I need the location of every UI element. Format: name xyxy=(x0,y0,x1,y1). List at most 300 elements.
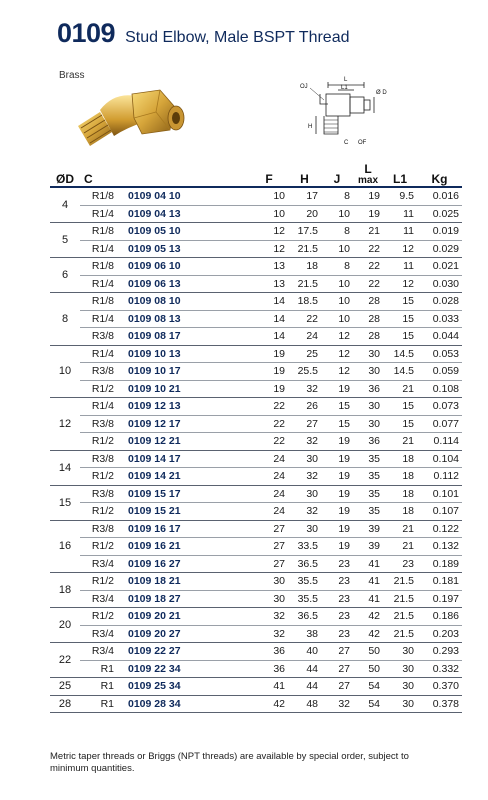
value-cell-j: 19 xyxy=(321,468,353,486)
value-cell-f: 22 xyxy=(250,433,288,451)
value-cell-kg: 0.030 xyxy=(417,275,462,293)
value-cell-l: 35 xyxy=(353,503,383,521)
value-cell-kg: 0.332 xyxy=(417,660,462,678)
value-cell-kg: 0.029 xyxy=(417,240,462,258)
thread-cell: R1/8 xyxy=(80,223,120,241)
value-cell-kg: 0.107 xyxy=(417,503,462,521)
value-cell-kg: 0.203 xyxy=(417,625,462,643)
table-row xyxy=(50,345,462,363)
thread-cell: R3/4 xyxy=(80,555,120,573)
value-cell-j: 27 xyxy=(321,643,353,661)
part-number-cell: 0109 08 13 xyxy=(120,310,250,328)
value-cell-h: 24 xyxy=(288,328,321,346)
header-h: H xyxy=(288,162,321,187)
table-body xyxy=(50,187,462,713)
header-od: ØD xyxy=(50,162,80,187)
od-cell: 28 xyxy=(50,695,80,713)
thread-cell: R1/4 xyxy=(80,240,120,258)
part-number-cell: 0109 20 27 xyxy=(120,625,250,643)
value-cell-l: 22 xyxy=(353,258,383,276)
part-number-cell: 0109 05 13 xyxy=(120,240,250,258)
thread-cell: R1/8 xyxy=(80,258,120,276)
value-cell-h: 25 xyxy=(288,345,321,363)
value-cell-kg: 0.021 xyxy=(417,258,462,276)
part-number-cell: 0109 16 27 xyxy=(120,555,250,573)
value-cell-l: 19 xyxy=(353,205,383,223)
value-cell-j: 12 xyxy=(321,363,353,381)
table-row xyxy=(50,555,462,573)
value-cell-f: 24 xyxy=(250,450,288,468)
value-cell-j: 10 xyxy=(321,293,353,311)
value-cell-h: 32 xyxy=(288,380,321,398)
thread-cell: R1/2 xyxy=(80,380,120,398)
table-header-row xyxy=(50,162,462,187)
value-cell-l: 50 xyxy=(353,643,383,661)
dimensions-table xyxy=(50,162,462,713)
value-cell-l: 22 xyxy=(353,240,383,258)
value-cell-l: 41 xyxy=(353,573,383,591)
table-row xyxy=(50,485,462,503)
footnote: Metric taper threads or Briggs (NPT threads) are available by special order, subject to minimum quantities. xyxy=(50,751,409,774)
value-cell-h: 26 xyxy=(288,398,321,416)
value-cell-h: 20 xyxy=(288,205,321,223)
table-row xyxy=(50,660,462,678)
thread-cell: R1/4 xyxy=(80,205,120,223)
value-cell-l1: 15 xyxy=(383,293,417,311)
thread-cell: R1 xyxy=(80,678,120,696)
value-cell-l: 30 xyxy=(353,415,383,433)
thread-cell: R1/2 xyxy=(80,433,120,451)
value-cell-f: 24 xyxy=(250,485,288,503)
value-cell-f: 24 xyxy=(250,468,288,486)
value-cell-l1: 21.5 xyxy=(383,573,417,591)
value-cell-h: 17.5 xyxy=(288,223,321,241)
value-cell-f: 13 xyxy=(250,275,288,293)
value-cell-h: 22 xyxy=(288,310,321,328)
part-number-cell: 0109 25 34 xyxy=(120,678,250,696)
table-row xyxy=(50,398,462,416)
value-cell-l: 39 xyxy=(353,520,383,538)
value-cell-f: 30 xyxy=(250,573,288,591)
material-label: Brass xyxy=(59,70,85,81)
part-number-cell: 0109 04 13 xyxy=(120,205,250,223)
thread-cell: R1/2 xyxy=(80,608,120,626)
diagram-label-of: OF xyxy=(358,140,367,146)
table-row xyxy=(50,275,462,293)
table-row xyxy=(50,520,462,538)
value-cell-f: 42 xyxy=(250,695,288,713)
value-cell-h: 21.5 xyxy=(288,275,321,293)
value-cell-h: 36.5 xyxy=(288,555,321,573)
value-cell-kg: 0.016 xyxy=(417,187,462,205)
table-row xyxy=(50,328,462,346)
header-kg: Kg xyxy=(417,162,462,187)
table-row xyxy=(50,450,462,468)
diagram-label-l: L xyxy=(344,77,348,83)
value-cell-l: 35 xyxy=(353,450,383,468)
thread-cell: R3/8 xyxy=(80,485,120,503)
value-cell-f: 13 xyxy=(250,258,288,276)
value-cell-h: 18.5 xyxy=(288,293,321,311)
value-cell-kg: 0.053 xyxy=(417,345,462,363)
value-cell-l1: 14.5 xyxy=(383,345,417,363)
od-cell: 4 xyxy=(50,187,80,223)
product-photo xyxy=(70,82,190,162)
value-cell-j: 19 xyxy=(321,380,353,398)
table-row xyxy=(50,363,462,381)
header-l-max: max xyxy=(357,175,378,186)
table-row xyxy=(50,538,462,556)
value-cell-h: 30 xyxy=(288,520,321,538)
diagram-label-od: Ø D xyxy=(376,90,387,96)
value-cell-h: 30 xyxy=(288,485,321,503)
value-cell-h: 30 xyxy=(288,450,321,468)
od-cell: 16 xyxy=(50,520,80,573)
value-cell-l1: 15 xyxy=(383,310,417,328)
thread-cell: R1/4 xyxy=(80,398,120,416)
value-cell-h: 32 xyxy=(288,433,321,451)
value-cell-h: 27 xyxy=(288,415,321,433)
part-number-cell: 0109 04 10 xyxy=(120,187,250,205)
diagram-label-l1: L1 xyxy=(341,85,348,91)
table-row xyxy=(50,415,462,433)
value-cell-j: 27 xyxy=(321,678,353,696)
value-cell-kg: 0.112 xyxy=(417,468,462,486)
value-cell-l: 50 xyxy=(353,660,383,678)
value-cell-j: 10 xyxy=(321,240,353,258)
value-cell-h: 44 xyxy=(288,678,321,696)
value-cell-f: 22 xyxy=(250,415,288,433)
part-number-cell: 0109 12 21 xyxy=(120,433,250,451)
table-row xyxy=(50,380,462,398)
part-number-cell: 0109 06 13 xyxy=(120,275,250,293)
value-cell-h: 21.5 xyxy=(288,240,321,258)
value-cell-l: 19 xyxy=(353,187,383,205)
value-cell-l: 54 xyxy=(353,678,383,696)
value-cell-f: 27 xyxy=(250,520,288,538)
od-cell: 22 xyxy=(50,643,80,678)
value-cell-kg: 0.378 xyxy=(417,695,462,713)
value-cell-f: 27 xyxy=(250,538,288,556)
value-cell-kg: 0.186 xyxy=(417,608,462,626)
value-cell-j: 27 xyxy=(321,660,353,678)
od-cell: 25 xyxy=(50,678,80,696)
value-cell-kg: 0.114 xyxy=(417,433,462,451)
thread-cell: R3/8 xyxy=(80,415,120,433)
table-row xyxy=(50,503,462,521)
value-cell-l: 42 xyxy=(353,625,383,643)
value-cell-l: 41 xyxy=(353,590,383,608)
value-cell-j: 19 xyxy=(321,450,353,468)
part-number-cell: 0109 28 34 xyxy=(120,695,250,713)
value-cell-l1: 18 xyxy=(383,503,417,521)
table-row xyxy=(50,625,462,643)
value-cell-kg: 0.181 xyxy=(417,573,462,591)
value-cell-l1: 30 xyxy=(383,660,417,678)
header-l xyxy=(353,162,383,187)
value-cell-h: 32 xyxy=(288,503,321,521)
table-row xyxy=(50,468,462,486)
value-cell-kg: 0.101 xyxy=(417,485,462,503)
part-number-cell: 0109 16 17 xyxy=(120,520,250,538)
value-cell-f: 19 xyxy=(250,363,288,381)
value-cell-j: 8 xyxy=(321,187,353,205)
value-cell-kg: 0.189 xyxy=(417,555,462,573)
value-cell-l1: 18 xyxy=(383,485,417,503)
thread-cell: R1/2 xyxy=(80,468,120,486)
value-cell-l: 54 xyxy=(353,695,383,713)
value-cell-l1: 9.5 xyxy=(383,187,417,205)
value-cell-l: 41 xyxy=(353,555,383,573)
value-cell-kg: 0.059 xyxy=(417,363,462,381)
value-cell-f: 10 xyxy=(250,187,288,205)
od-cell: 14 xyxy=(50,450,80,485)
od-cell: 18 xyxy=(50,573,80,608)
value-cell-l: 30 xyxy=(353,345,383,363)
value-cell-j: 19 xyxy=(321,503,353,521)
part-number-cell: 0109 22 34 xyxy=(120,660,250,678)
thread-cell: R1/2 xyxy=(80,573,120,591)
header-l1: L1 xyxy=(383,162,417,187)
value-cell-h: 36.5 xyxy=(288,608,321,626)
table-row xyxy=(50,433,462,451)
header-j: J xyxy=(321,162,353,187)
value-cell-l1: 12 xyxy=(383,275,417,293)
value-cell-l1: 11 xyxy=(383,223,417,241)
value-cell-f: 32 xyxy=(250,608,288,626)
value-cell-f: 27 xyxy=(250,555,288,573)
part-number-cell: 0109 08 17 xyxy=(120,328,250,346)
value-cell-l: 39 xyxy=(353,538,383,556)
table-row xyxy=(50,223,462,241)
value-cell-f: 32 xyxy=(250,625,288,643)
value-cell-f: 19 xyxy=(250,345,288,363)
table-row xyxy=(50,678,462,696)
value-cell-l1: 30 xyxy=(383,643,417,661)
table-row xyxy=(50,187,462,205)
value-cell-l1: 14.5 xyxy=(383,363,417,381)
thread-cell: R1/4 xyxy=(80,310,120,328)
value-cell-j: 23 xyxy=(321,608,353,626)
thread-cell: R3/8 xyxy=(80,363,120,381)
od-cell: 20 xyxy=(50,608,80,643)
value-cell-f: 24 xyxy=(250,503,288,521)
value-cell-kg: 0.033 xyxy=(417,310,462,328)
od-cell: 5 xyxy=(50,223,80,258)
value-cell-l: 36 xyxy=(353,380,383,398)
thread-cell: R1/8 xyxy=(80,293,120,311)
part-number-cell: 0109 15 21 xyxy=(120,503,250,521)
part-number-cell: 0109 18 27 xyxy=(120,590,250,608)
value-cell-j: 19 xyxy=(321,433,353,451)
value-cell-kg: 0.104 xyxy=(417,450,462,468)
value-cell-j: 10 xyxy=(321,275,353,293)
value-cell-j: 23 xyxy=(321,590,353,608)
value-cell-j: 12 xyxy=(321,345,353,363)
header-f: F xyxy=(250,162,288,187)
table-row xyxy=(50,240,462,258)
od-cell: 15 xyxy=(50,485,80,520)
value-cell-l1: 21 xyxy=(383,433,417,451)
thread-cell: R1/2 xyxy=(80,538,120,556)
value-cell-j: 15 xyxy=(321,398,353,416)
value-cell-h: 17 xyxy=(288,187,321,205)
part-number-cell: 0109 10 13 xyxy=(120,345,250,363)
value-cell-kg: 0.019 xyxy=(417,223,462,241)
value-cell-h: 33.5 xyxy=(288,538,321,556)
value-cell-kg: 0.132 xyxy=(417,538,462,556)
table-row xyxy=(50,258,462,276)
header-c: C xyxy=(80,162,120,187)
thread-cell: R3/8 xyxy=(80,520,120,538)
value-cell-l1: 21 xyxy=(383,520,417,538)
value-cell-j: 23 xyxy=(321,555,353,573)
value-cell-j: 23 xyxy=(321,625,353,643)
part-number-cell: 0109 18 21 xyxy=(120,573,250,591)
thread-cell: R3/8 xyxy=(80,450,120,468)
value-cell-kg: 0.122 xyxy=(417,520,462,538)
value-cell-l: 35 xyxy=(353,485,383,503)
part-number-cell: 0109 22 27 xyxy=(120,643,250,661)
value-cell-h: 32 xyxy=(288,468,321,486)
value-cell-kg: 0.028 xyxy=(417,293,462,311)
value-cell-l: 28 xyxy=(353,328,383,346)
value-cell-f: 12 xyxy=(250,240,288,258)
value-cell-f: 14 xyxy=(250,293,288,311)
od-cell: 10 xyxy=(50,345,80,398)
part-number-cell: 0109 10 17 xyxy=(120,363,250,381)
thread-cell: R3/4 xyxy=(80,590,120,608)
value-cell-f: 12 xyxy=(250,223,288,241)
value-cell-kg: 0.197 xyxy=(417,590,462,608)
value-cell-j: 8 xyxy=(321,258,353,276)
thread-cell: R1/4 xyxy=(80,275,120,293)
product-code: 0109 xyxy=(57,18,116,48)
value-cell-l1: 15 xyxy=(383,398,417,416)
value-cell-j: 8 xyxy=(321,223,353,241)
thread-cell: R1/8 xyxy=(80,187,120,205)
value-cell-l1: 23 xyxy=(383,555,417,573)
od-cell: 6 xyxy=(50,258,80,293)
value-cell-f: 22 xyxy=(250,398,288,416)
part-number-cell: 0109 14 17 xyxy=(120,450,250,468)
part-number-cell: 0109 05 10 xyxy=(120,223,250,241)
value-cell-l1: 15 xyxy=(383,328,417,346)
value-cell-l: 42 xyxy=(353,608,383,626)
table-row xyxy=(50,695,462,713)
value-cell-j: 19 xyxy=(321,485,353,503)
value-cell-l1: 21 xyxy=(383,380,417,398)
value-cell-l: 36 xyxy=(353,433,383,451)
value-cell-j: 19 xyxy=(321,520,353,538)
value-cell-f: 36 xyxy=(250,660,288,678)
part-number-cell: 0109 08 10 xyxy=(120,293,250,311)
diagram-label-oj: OJ xyxy=(300,84,308,90)
value-cell-j: 32 xyxy=(321,695,353,713)
value-cell-l1: 11 xyxy=(383,258,417,276)
value-cell-l: 28 xyxy=(353,310,383,328)
value-cell-f: 10 xyxy=(250,205,288,223)
value-cell-l1: 30 xyxy=(383,678,417,696)
part-number-cell: 0109 20 21 xyxy=(120,608,250,626)
value-cell-kg: 0.025 xyxy=(417,205,462,223)
value-cell-j: 10 xyxy=(321,310,353,328)
value-cell-kg: 0.370 xyxy=(417,678,462,696)
value-cell-h: 48 xyxy=(288,695,321,713)
value-cell-kg: 0.044 xyxy=(417,328,462,346)
value-cell-l: 28 xyxy=(353,293,383,311)
thread-cell: R3/4 xyxy=(80,643,120,661)
thread-cell: R3/8 xyxy=(80,328,120,346)
value-cell-l1: 21.5 xyxy=(383,590,417,608)
value-cell-l1: 12 xyxy=(383,240,417,258)
table-row xyxy=(50,643,462,661)
value-cell-kg: 0.077 xyxy=(417,415,462,433)
value-cell-f: 14 xyxy=(250,310,288,328)
thread-cell: R1/2 xyxy=(80,503,120,521)
value-cell-kg: 0.073 xyxy=(417,398,462,416)
value-cell-l: 22 xyxy=(353,275,383,293)
value-cell-h: 35.5 xyxy=(288,590,321,608)
value-cell-l1: 21.5 xyxy=(383,608,417,626)
value-cell-l1: 30 xyxy=(383,695,417,713)
value-cell-l1: 15 xyxy=(383,415,417,433)
product-title: Stud Elbow, Male BSPT Thread xyxy=(125,29,350,46)
part-number-cell: 0109 06 10 xyxy=(120,258,250,276)
table-row xyxy=(50,205,462,223)
value-cell-kg: 0.108 xyxy=(417,380,462,398)
part-number-cell: 0109 15 17 xyxy=(120,485,250,503)
value-cell-kg: 0.293 xyxy=(417,643,462,661)
value-cell-f: 36 xyxy=(250,643,288,661)
value-cell-l1: 18 xyxy=(383,468,417,486)
part-number-cell: 0109 12 13 xyxy=(120,398,250,416)
value-cell-h: 40 xyxy=(288,643,321,661)
value-cell-j: 19 xyxy=(321,538,353,556)
value-cell-l: 30 xyxy=(353,398,383,416)
value-cell-f: 30 xyxy=(250,590,288,608)
thread-cell: R1 xyxy=(80,695,120,713)
page-header xyxy=(57,18,350,52)
value-cell-h: 35.5 xyxy=(288,573,321,591)
od-cell: 8 xyxy=(50,293,80,346)
value-cell-l: 30 xyxy=(353,363,383,381)
value-cell-j: 23 xyxy=(321,573,353,591)
value-cell-h: 18 xyxy=(288,258,321,276)
part-number-cell: 0109 14 21 xyxy=(120,468,250,486)
value-cell-h: 44 xyxy=(288,660,321,678)
value-cell-j: 12 xyxy=(321,328,353,346)
value-cell-j: 15 xyxy=(321,415,353,433)
thread-cell: R1/4 xyxy=(80,345,120,363)
table-row xyxy=(50,608,462,626)
value-cell-l: 35 xyxy=(353,468,383,486)
part-number-cell: 0109 12 17 xyxy=(120,415,250,433)
value-cell-j: 10 xyxy=(321,205,353,223)
thread-cell: R1 xyxy=(80,660,120,678)
thread-cell: R3/4 xyxy=(80,625,120,643)
part-number-cell: 0109 16 21 xyxy=(120,538,250,556)
value-cell-l1: 21.5 xyxy=(383,625,417,643)
value-cell-l1: 21 xyxy=(383,538,417,556)
value-cell-l1: 11 xyxy=(383,205,417,223)
value-cell-f: 14 xyxy=(250,328,288,346)
value-cell-f: 41 xyxy=(250,678,288,696)
value-cell-l: 21 xyxy=(353,223,383,241)
dimension-diagram xyxy=(288,74,388,152)
value-cell-l1: 18 xyxy=(383,450,417,468)
value-cell-h: 38 xyxy=(288,625,321,643)
